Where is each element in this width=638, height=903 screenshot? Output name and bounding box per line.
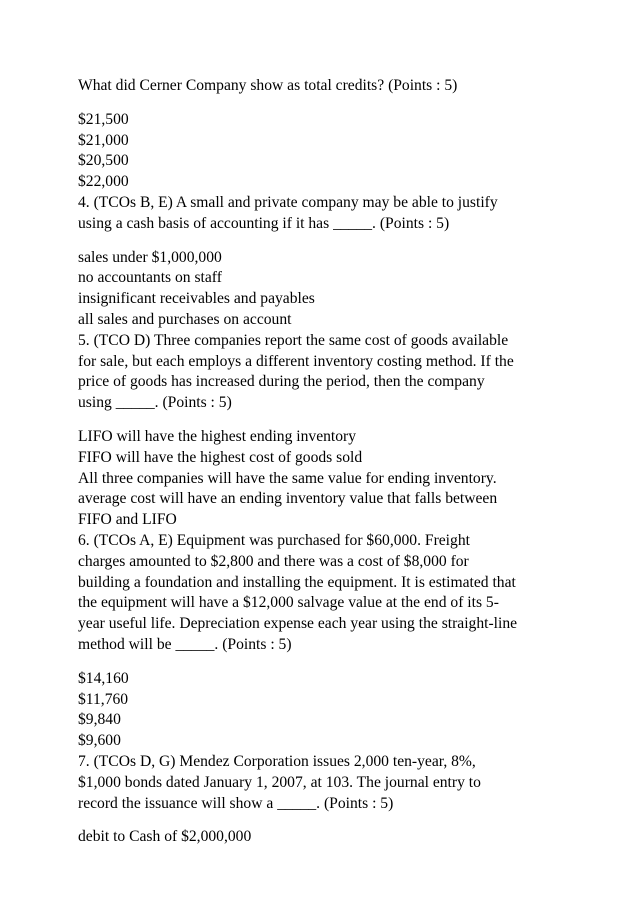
question-6-line-6: method will be _____. (Points : 5) xyxy=(78,635,292,653)
question-5-line-1: 5. (TCO D) Three companies report the same cost of goods available xyxy=(78,331,509,349)
question-3-prompt: What did Cerner Company show as total credits? (Points : 5) xyxy=(78,77,458,94)
question-6-option-3: $9,840 xyxy=(78,711,121,729)
question-3-option-2: $21,000 xyxy=(78,131,129,149)
document-page xyxy=(78,76,568,848)
question-7-option-1: debit to Cash of $2,000,000 xyxy=(78,828,252,846)
question-3-option-3: $20,500 xyxy=(78,152,129,170)
question-3-option-1: $21,500 xyxy=(78,110,129,128)
question-6-line-2: charges amounted to $2,800 and there was a cost of $8,000 for xyxy=(78,552,469,570)
question-6-line-5: year useful life. Depreciation expense each year using the straight-line xyxy=(78,615,518,633)
question-3-option-4: $22,000 xyxy=(78,173,129,191)
question-5-line-4: using _____. (Points : 5) xyxy=(78,394,232,412)
question-4-option-1: sales under $1,000,000 xyxy=(78,248,222,266)
question-5-option-3: All three companies will have the same value for ending inventory. xyxy=(78,469,497,487)
question-4-option-3: insignificant receivables and payables xyxy=(78,290,315,308)
question-6-line-4: the equipment will have a $12,000 salvage value at the end of its 5- xyxy=(78,594,499,612)
question-5-line-3: price of goods has increased during the period, then the company xyxy=(78,373,485,391)
question-5-option-4: average cost will have an ending inventory value that falls between xyxy=(78,490,498,508)
question-7-line-1: 7. (TCOs D, G) Mendez Corporation issues 2,000 ten-year, 8%, xyxy=(78,752,476,770)
question-6-option-1: $14,160 xyxy=(78,669,129,687)
question-4-option-4: all sales and purchases on account xyxy=(78,310,292,328)
question-5-option-4-continued: FIFO and LIFO xyxy=(78,511,177,529)
question-6-line-1: 6. (TCOs A, E) Equipment was purchased for $60,000. Freight xyxy=(78,531,470,549)
question-4-option-2: no accountants on staff xyxy=(78,269,222,287)
question-6-option-2: $11,760 xyxy=(78,690,129,708)
question-7-line-2: $1,000 bonds dated January 1, 2007, at 103. The journal entry to xyxy=(78,773,481,791)
question-4-line-2: using a cash basis of accounting if it has _____. (Points : 5) xyxy=(78,214,450,232)
question-7-line-3: record the issuance will show a _____. (Points : 5) xyxy=(78,794,394,812)
question-6-option-4: $9,600 xyxy=(78,732,121,750)
question-5-option-2: FIFO will have the highest cost of goods sold xyxy=(78,448,363,466)
question-4-line-1: 4. (TCOs B, E) A small and private company may be able to justify xyxy=(78,193,498,211)
question-6-line-3: building a foundation and installing the equipment. It is estimated that xyxy=(78,573,516,591)
question-5-line-2: for sale, but each employs a different inventory costing method. If the xyxy=(78,352,514,370)
question-5-option-1: LIFO will have the highest ending inventory xyxy=(78,427,357,445)
